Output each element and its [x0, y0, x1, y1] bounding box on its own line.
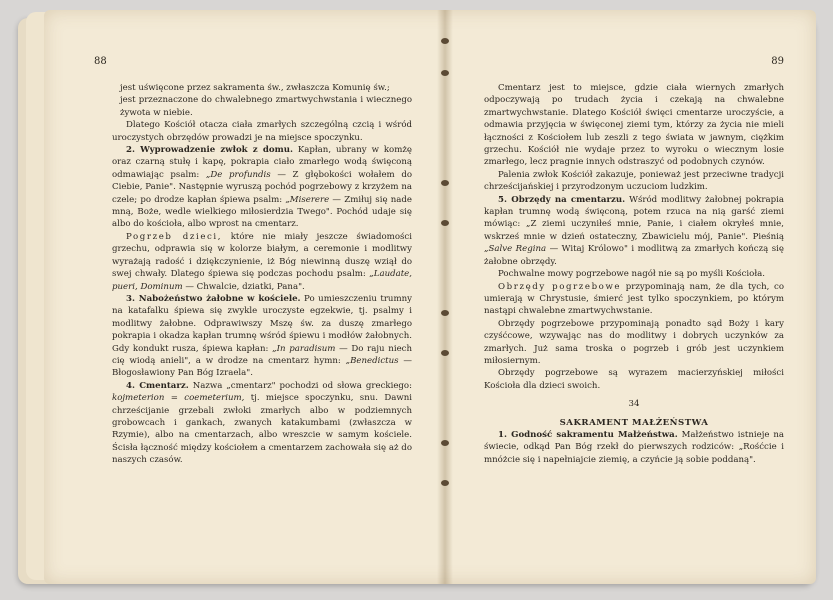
text-run: Po umieszczeniu trumny na katafalku śpiewa się zwykle uroczyste egzekwie, tj. psalmy i modlitwy żałobne. Odprawiwszy Mszę św. za duszę zmarłego pokrapia i okadza kapłan trumnę wśród śpiewu i modłów żałobnych. Gdy kondukt rusza, śpiewa kapłan: — [112, 293, 412, 354]
paragraph — [112, 231, 412, 293]
left-page-number: 88 — [94, 56, 107, 67]
text-run: — Do raju niech cię wiodą anieli", a w drodze na cmentarz hymn: — [112, 343, 412, 366]
section-heading: 3. Nabożeństwo żałobne w kościele. — [126, 293, 301, 304]
paragraph — [112, 119, 412, 144]
text-run: Nazwa „cmentarz" pochodzi od słowa greckiego: — [188, 380, 412, 391]
paragraph — [112, 94, 412, 119]
right-page-text — [484, 82, 784, 466]
left-page-text — [112, 82, 412, 467]
section-heading: 1. Godność sakramentu Małżeństwa. — [498, 429, 678, 440]
paragraph — [484, 281, 784, 318]
text-run: — Z głębokości wołałem do Ciebie, Panie". Następnie wyruszą pochód pogrzebowy z krzyżem na czele; po drodze kapłan śpiewa psalm: — [112, 169, 412, 205]
paragraph — [484, 82, 784, 169]
text-run: Pochwalne mowy pogrzebowe nagół nie są po myśli Kościoła. — [498, 269, 765, 280]
text-run: — Zmiłuj się nade mną, Boże, wedle wielkiego miłosierdzia Twego". Pochód udaje się albo do kościoła, albo wprost na cmentarz. — [112, 194, 412, 230]
paragraph — [484, 169, 784, 194]
section-heading: 5. Obrzędy na cmentarzu. — [498, 194, 626, 205]
text-run: tj. miejsce spoczynku, snu. Dawni chrześcijanie grzebali zwłoki zmarłych albo w podziemnych grobowcach i gankach, zwanych katakumbami (zwłaszcza w Rzymie), albo na cmentarzach, albo wreszcie w samym kościele. Ścisła łączność między kościołem a cmentarzem zachowała się aż do naszych czasów. — [112, 393, 412, 466]
text-run: Cmentarz jest to miejsce, gdzie ciała wiernych zmarłych odpoczywają po trudach życia i czekają na chwalebne zmartwychwstanie. Dlatego Kościół święci cmentarze uroczyście, a odmawia przyjęcia w święconej ziemi tym, którzy za życia nie mieli łączności z Kościołem lub zeszli z tego świata w jawnym, ciężkim grzechu. Kościół nie wydaje przez to wyroku o wiecznym losie zmarłego, lecz pragnie innych odstraszyć od podobnych czynów. — [484, 83, 784, 168]
latin-quote: „Miserere — [285, 194, 330, 205]
spaced-emphasis: Pogrzeb dzieci, — [126, 231, 223, 242]
section-heading: 4. Cmentarz. — [126, 380, 189, 391]
section-heading: 2. Wyprowadzenie zwłok z domu. — [126, 145, 293, 156]
text-run: — Chwalcie, dziatki, Pana". — [182, 281, 305, 292]
text-run: — Błogosławiony Pan Bóg Izraela". — [112, 355, 413, 379]
text-run: Wśród modlitwy żałobnej pokrapia kapłan trumnę wodą święconą, potem rzuca na nią garść ziemi mówiąc: „Z ziemi uczyniłeś mnie, Panie, i ciałem okryłeś mnie, wskrześ mnie w dzień ostateczny, Zbawicielu mój, Panie". Pieśnią — [484, 194, 784, 242]
latin-quote: „In paradisum — [272, 343, 336, 354]
latin-quote: „Salve Regina — [484, 244, 547, 255]
text-run: Palenia zwłok Kościół zakazuje, ponieważ jest przeciwne tradycji chrześcijańskiej i przyrodzonym uczuciom ludzkim. — [484, 169, 784, 193]
text-run: Obrzędy pogrzebowe są wyrazem macierzyńskiej miłości Kościoła dla dzieci swoich. — [484, 368, 784, 391]
paragraph — [112, 380, 412, 467]
paragraph — [112, 144, 412, 231]
paragraph — [484, 194, 784, 268]
text-run: Kapłan, ubrany w komżę oraz czarną stułę i kapę, pokrapia ciało zmarłego wodą święconą odmawiając psalm: — [112, 145, 412, 180]
latin-quote: „Laudate, pueri, Dominum — [112, 269, 412, 292]
chapter-title: SAKRAMENT MAŁŻEŃSTWA — [559, 417, 709, 428]
paragraph — [112, 82, 412, 94]
right-page — [444, 10, 816, 584]
text-run: Obrzędy pogrzebowe przypominają ponadto sąd Boży i kary czyśćcowe, wzywając nas do modlitwy i dobrych uczynków za zmarłych. Już sama troska o pogrzeb i grób jest uczynkiem miłosiernym. — [484, 318, 784, 366]
right-page-number: 89 — [771, 56, 784, 67]
open-book — [44, 10, 816, 584]
latin-quote: „De profundis — [205, 169, 271, 180]
text-run: — Witaj Królowo" i modlitwą za zmarłych kończą się żałobne obrzędy. — [484, 244, 784, 267]
text-run: Małżeństwo istnieje na świecie, odkąd Pan Bóg rzekł do pierwszych rodziców: „Rośćcie i mnóżcie się i napełniajcie ziemię, a czyńcie ją sobie poddaną". — [484, 429, 784, 465]
spaced-emphasis: Obrzędy pogrzebowe — [498, 281, 622, 292]
paragraph — [484, 367, 784, 392]
chapter-number: 34 — [628, 399, 640, 410]
left-page — [44, 10, 439, 584]
text-run: Dlatego Kościół otacza ciała zmarłych szczególną czcią i wśród uroczystych obrzędów prowadzi je na miejsce spoczynku. — [112, 120, 412, 143]
paragraph — [112, 293, 412, 380]
paragraph — [484, 318, 784, 368]
text-run: jest przeznaczone do chwalebnego zmartwychwstania i wiecznego żywota w niebie. — [120, 95, 412, 118]
latin-quote: kojmeterion = coemeterium, — [112, 393, 245, 404]
text-run: jest uświęcone przez sakramenta św., zwłaszcza Komunię św.; — [120, 83, 390, 93]
paragraph — [484, 429, 784, 466]
text-run: które nie miały jeszcze świadomości grzechu, odprawia się w kolorze białym, a ceremonie i modlitwy wyrażają radość i dziękczynienie, iż Bóg niewinną duszę wziął do swej chwały. Dlatego śpiewa się podczas pochodu psalm: — [112, 231, 412, 280]
paragraph — [484, 268, 784, 280]
latin-quote: „Benedictus — [345, 355, 399, 366]
text-run: przypominają nam, że dla tych, co umierają w Chrystusie, śmierć jest tylko spoczynkiem, po którym nastąpi chwalebne zmartwychwstanie. — [484, 281, 784, 317]
